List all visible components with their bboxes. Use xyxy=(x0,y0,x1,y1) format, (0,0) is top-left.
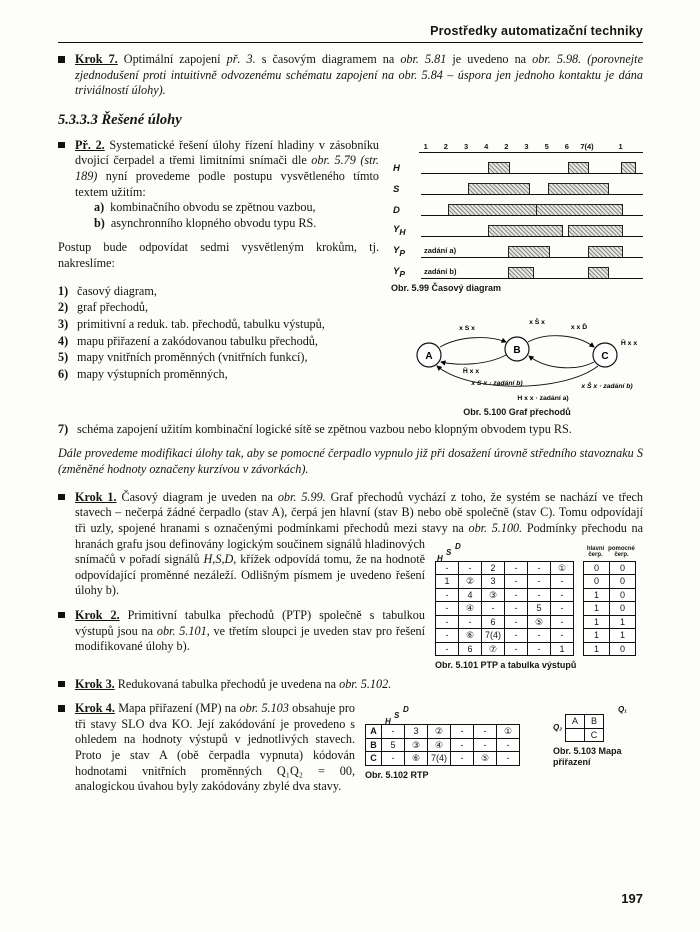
signal-label: S xyxy=(393,183,400,195)
output-header-aux-pump: pomocné čerp. xyxy=(608,545,635,559)
square-bullet xyxy=(58,612,65,619)
table-cell: 7(4) xyxy=(427,751,451,766)
table-cell: 2 xyxy=(481,561,505,576)
figure-obr-5-103 xyxy=(553,702,643,767)
map-row xyxy=(565,714,604,729)
table-cell: - xyxy=(527,588,551,603)
timing-signal-row xyxy=(391,258,643,279)
tick-label: 2 xyxy=(443,141,448,151)
table-cell: 0 xyxy=(609,561,636,576)
table-cell: - xyxy=(496,738,520,753)
table-cell: ⑤ xyxy=(527,615,551,630)
signal-pulse xyxy=(448,204,539,215)
map-body xyxy=(553,714,643,742)
state-node-c-label: C xyxy=(601,351,609,363)
table-cell: 7(4) xyxy=(481,628,505,643)
step-item xyxy=(58,422,643,438)
krok4-paragraph xyxy=(58,701,643,795)
hsd-h: H xyxy=(385,717,391,727)
caption-obr-5-101: Obr. 5.101 PTP a tabulka výstupů xyxy=(435,660,577,671)
tick-label: 1 xyxy=(423,141,428,151)
square-bullet xyxy=(58,705,65,712)
table-cell: ④ xyxy=(427,738,451,753)
hsd-d: D xyxy=(455,541,461,551)
table-cell: - xyxy=(504,561,528,576)
tick-label: 2 xyxy=(504,141,509,151)
step-number: 1) xyxy=(58,283,69,298)
step-text: mapy vnitřních proměnných (vnitřních funkcí), xyxy=(77,350,308,365)
table-cell: 5 xyxy=(381,738,405,753)
map-q2-label: Q₂ xyxy=(553,723,563,733)
krok2-text: Krok 2. Primitivní tabulka přechodů (PTP) společně s tabulkou výstupů jsou na obr. 5.101, ve třetím sloupci je uveden stav pro řešení modifikované úlohy b). xyxy=(75,607,425,654)
step-item xyxy=(58,317,379,333)
table-cell xyxy=(565,728,585,743)
item-a-text: kombinačního obvodu se zpětnou vazbou, xyxy=(110,200,316,215)
table-cell: - xyxy=(504,642,528,657)
square-bullet xyxy=(58,142,65,149)
running-header xyxy=(58,24,643,43)
table-cell: 1 xyxy=(583,588,610,603)
table-cell: - xyxy=(504,574,528,589)
table-cell: - xyxy=(473,738,497,753)
caption-obr-5-102: Obr. 5.102 RTP xyxy=(365,769,429,780)
modification-note: Dále provedeme modifikaci úlohy tak, aby se pomocné čerpadlo vypnulo již při dosažení úrovně středního stavoznaku S (změněné hodnoty označeny kurzívou v závorkách). xyxy=(58,446,643,476)
table-cell: - xyxy=(450,751,474,766)
rtp-rows xyxy=(365,724,533,766)
item-b-label: b) xyxy=(94,215,105,230)
table-cell: ④ xyxy=(458,601,482,616)
signal-pulse xyxy=(536,204,622,215)
signal-label: YP xyxy=(393,244,406,258)
table-cell: ② xyxy=(427,724,451,739)
table-cell: 0 xyxy=(609,588,636,603)
postup-paragraph: Postup bude odpovídat sedmi vysvětleným krokům, tj. nakreslíme: xyxy=(58,240,379,270)
edge-label-ab: x S x xyxy=(459,325,475,333)
edge-label-bc1: x S̄ x xyxy=(529,319,545,327)
table-cell: ③ xyxy=(481,588,505,603)
hsd-s: S xyxy=(394,711,400,721)
krok1-text-part2: Podmínky přechodu na hranách grafu jsou definovány logickým součinem signálů hladinových snímačů v pořadí signálů H,S,D, křížek odpovídá tomu, že na hodnotě odpovídající proměnné nezáleží. Odlišným písmem je uvedeno řešení úlohy b). xyxy=(75,520,643,598)
table-cell: - xyxy=(450,724,474,739)
hsd-s: S xyxy=(446,547,452,557)
signal-label: H xyxy=(393,162,400,174)
krok1-text-part1: Krok 1. Časový diagram je uveden na obr. 5.99. Graf přechodů vychází z toho, že systém se nachází ve třech stavech – nečerpá žádné čerpadlo (stav A), čerpá jen hlavní (stav B) nebo obě společně (stav C). Tomu odpovídají tři uzly, spojené hranami s označenými podmínkami přechodů mezi stavy na obr. 5.100. xyxy=(75,489,643,535)
table-cell: 1 xyxy=(583,628,610,643)
table-cell: 1 xyxy=(609,615,636,630)
signal-pulse xyxy=(488,225,563,236)
table-gap xyxy=(574,574,583,589)
map-row xyxy=(565,728,604,743)
step-item xyxy=(58,300,379,316)
square-bullet xyxy=(58,494,65,501)
table-cell: 0 xyxy=(609,574,636,589)
table-cell: 6 xyxy=(481,615,505,630)
caption-obr-5-103: Obr. 5.103 Mapa přiřazení xyxy=(553,746,622,767)
table-cell: - xyxy=(435,561,459,576)
table-cell: - xyxy=(550,574,574,589)
signal-label: YP xyxy=(393,265,406,279)
table-cell: - xyxy=(481,601,505,616)
tick-label: 6 xyxy=(564,141,569,151)
step-number: 4) xyxy=(58,333,69,348)
step-item xyxy=(58,284,379,300)
edge-label-bc2: x x D̄ xyxy=(570,324,588,332)
table-cell: - xyxy=(458,615,482,630)
table-cell: - xyxy=(550,588,574,603)
rtp-row xyxy=(365,751,533,766)
table-cell: 0 xyxy=(609,601,636,616)
table-cell: 1 xyxy=(609,628,636,643)
output-header-main-pump: hlavní čerp. xyxy=(586,545,605,559)
table-cell: 1 xyxy=(583,642,610,657)
item-a-label: a) xyxy=(94,200,105,215)
step-text: časový diagram, xyxy=(77,283,157,298)
table-cell: - xyxy=(450,738,474,753)
pr2-paragraph xyxy=(58,138,643,200)
table-cell: ① xyxy=(550,561,574,576)
ptp-row xyxy=(435,574,643,589)
signal-note: zadání a) xyxy=(424,245,457,255)
tick-label: 3 xyxy=(524,141,529,151)
ptp-row xyxy=(435,588,643,603)
table-cell: C xyxy=(365,751,382,766)
table-gap xyxy=(574,561,583,576)
tick-label: 4 xyxy=(484,141,489,151)
state-node-a-label: A xyxy=(425,351,433,363)
table-cell: - xyxy=(527,642,551,657)
table-cell: ⑤ xyxy=(473,751,497,766)
table-cell: - xyxy=(504,588,528,603)
table-cell: B xyxy=(365,738,382,753)
table-cell: 0 xyxy=(583,561,610,576)
table-cell: - xyxy=(473,724,497,739)
table-cell: - xyxy=(435,615,459,630)
rtp-row xyxy=(365,738,533,753)
table-cell: - xyxy=(435,628,459,643)
table-cell: 1 xyxy=(583,615,610,630)
step-text: graf přechodů, xyxy=(77,300,149,315)
table-cell: 1 xyxy=(435,574,459,589)
table-cell: - xyxy=(550,628,574,643)
map-q1-label: Q₁ xyxy=(617,705,627,715)
table-cell: 1 xyxy=(550,642,574,657)
table-cell: - xyxy=(504,628,528,643)
timing-signal-row xyxy=(391,216,643,237)
transition-graph xyxy=(391,303,643,403)
pr2-region xyxy=(58,138,643,438)
square-bullet xyxy=(58,56,65,63)
rtp-header xyxy=(365,702,533,727)
step-number: 2) xyxy=(58,300,69,315)
table-cell: 5 xyxy=(527,601,551,616)
table-cell: C xyxy=(584,728,604,743)
state-node-b-label: B xyxy=(513,345,521,357)
signal-track xyxy=(421,236,643,258)
signal-pulse xyxy=(508,246,550,257)
map-rows xyxy=(565,714,604,742)
krok2-paragraph xyxy=(58,608,643,655)
table-cell: - xyxy=(550,601,574,616)
edge-label-cb-b: x S x · zadání b) xyxy=(471,380,523,388)
table-cell: 6 xyxy=(458,642,482,657)
edge-label-right: H̄ x x xyxy=(620,340,638,348)
krok7-paragraph xyxy=(58,52,643,99)
step-number: 7) xyxy=(58,421,69,436)
caption-obr-5-99: Obr. 5.99 Časový diagram xyxy=(391,282,502,293)
table-cell: 4 xyxy=(458,588,482,603)
edge-label-ca-a: H x x · zadání a) xyxy=(517,395,569,403)
step-text: schéma zapojení užitím kombinační logické sítě se zpětnou vazbou nebo klopným obvodem typu RS. xyxy=(77,421,572,436)
table-cell: - xyxy=(458,561,482,576)
section-heading: 5.3.3.3 Řešené úlohy xyxy=(58,111,182,128)
hsd-d: D xyxy=(403,705,409,715)
table-cell: - xyxy=(496,751,520,766)
krok3-text: Krok 3. Redukovaná tabulka přechodů je uvedena na obr. 5.102. xyxy=(75,676,392,691)
tick-label: 3 xyxy=(463,141,469,151)
step-item xyxy=(58,367,379,383)
table-cell: - xyxy=(381,751,405,766)
tick-label: 1 xyxy=(618,141,623,151)
hsd-h: H xyxy=(437,553,443,563)
table-cell: ③ xyxy=(404,738,428,753)
table-gap xyxy=(574,588,583,603)
table-cell: 0 xyxy=(609,642,636,657)
table-cell: - xyxy=(504,601,528,616)
signal-track xyxy=(421,257,643,279)
table-cell: A xyxy=(565,714,585,729)
table-cell: - xyxy=(504,615,528,630)
table-cell: 3 xyxy=(481,574,505,589)
step-text: mapy výstupních proměnných, xyxy=(77,366,228,381)
table-cell: 3 xyxy=(404,724,428,739)
edge-label-ba: H̄ x x xyxy=(462,368,480,376)
signal-note: zadání b) xyxy=(424,266,457,276)
table-cell: ① xyxy=(496,724,520,739)
table-cell: - xyxy=(527,574,551,589)
signal-label: D xyxy=(393,204,400,216)
caption-obr-5-100: Obr. 5.100 Graf přechodů xyxy=(463,407,571,418)
ptp-header xyxy=(435,539,643,561)
page-number: 197 xyxy=(621,891,643,906)
table-cell: - xyxy=(381,724,405,739)
signal-pulse xyxy=(568,225,623,236)
running-header-title: Prostředky automatizační techniky xyxy=(430,24,643,38)
step-item xyxy=(58,350,379,366)
signal-pulse xyxy=(588,267,610,278)
krok3-paragraph xyxy=(58,677,643,693)
table-cell: B xyxy=(584,714,604,729)
krok4-text: Krok 4. Mapa přiřazení (MP) na obr. 5.103 obsahuje pro tři stavy SLO dva KO. Její zakódování je provedeno s ohledem na hodnoty výstupů v jednotlivých stavech. Proto je stav A (obě čerpadla vypnuta) kódován hodnotami vnitřních proměnných Q₁Q₂ = 00, analogickou úvahou byly zakódovány zbylé dva stavy. xyxy=(75,701,355,794)
step-number: 5) xyxy=(58,350,69,365)
signal-pulse xyxy=(508,267,534,278)
timing-signal-row xyxy=(391,237,643,258)
table-cell: - xyxy=(435,588,459,603)
table-cell: - xyxy=(435,601,459,616)
step-number: 3) xyxy=(58,316,69,331)
table-cell: - xyxy=(527,561,551,576)
signal-pulse xyxy=(588,246,623,257)
item-b-text: asynchronního klopného obvodu typu RS. xyxy=(110,215,317,230)
step-text: mapu přiřazení a zakódovanou tabulku přechodů, xyxy=(77,333,318,348)
table-cell: 0 xyxy=(583,574,610,589)
step-text: primitivní a reduk. tab. přechodů, tabulku výstupů, xyxy=(77,316,325,331)
step-number: 6) xyxy=(58,366,69,381)
pr2-text: Př. 2. Systematické řešení úlohy řízení hladiny v zásobníku dvojicí čerpadel a třemi limitními snímači dle obr. 5.79 (str. 189) nyní provedeme podle postupu vysvětleného tímto textem užitím: xyxy=(75,137,380,199)
figure-obr-5-102 xyxy=(365,702,533,780)
table-cell: ⑦ xyxy=(481,642,505,657)
table-cell: ⑥ xyxy=(458,628,482,643)
table-cell: 1 xyxy=(583,601,610,616)
edge-label-right-b: x S̄ x · zadání b) xyxy=(581,383,633,391)
figures-5102-5103 xyxy=(365,702,643,780)
table-cell: A xyxy=(365,724,382,739)
table-cell: - xyxy=(550,615,574,630)
square-bullet xyxy=(58,681,65,688)
step-item xyxy=(58,334,379,350)
table-cell: - xyxy=(527,628,551,643)
table-cell: - xyxy=(435,642,459,657)
tick-label: 7(4) xyxy=(580,141,594,151)
krok7-text: Krok 7. Optimální zapojení př. 3. s časovým diagramem na obr. 5.81 je uvedeno na obr. 5.98. (porovnejte zjednodušení proti intuitivně odvozenému schématu zapojení na obr. 5.84 – úspora jen jednoho kontaktu je dána triviálností úlohy). xyxy=(75,52,643,98)
tick-label: 5 xyxy=(544,141,549,151)
table-cell: ② xyxy=(458,574,482,589)
table-cell: ⑥ xyxy=(404,751,428,766)
signal-label: YH xyxy=(393,223,406,237)
signal-track xyxy=(421,215,643,237)
ptp-row xyxy=(435,561,643,576)
